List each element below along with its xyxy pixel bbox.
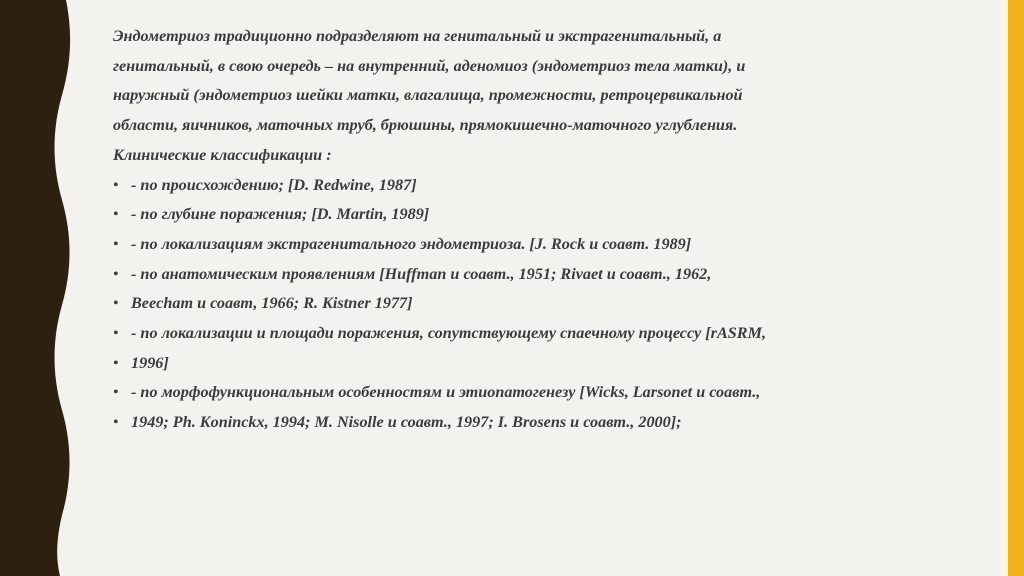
list-item-text: - по анатомическим проявлениям [Huffman и соавт., 1951; Rivaet и соавт., 1962, (131, 264, 712, 283)
list-item (113, 260, 973, 290)
list-item-text: - по локализации и площади поражения, сопутствующему спаечному процессу [rASRM, (131, 324, 767, 343)
list-item (113, 408, 973, 438)
list-item (113, 289, 973, 319)
bullet-icon: • (113, 353, 119, 372)
list-item-text: 1949; Ph. Koninckx, 1994; M. Nisolle и соавт., 1997; I. Brosens и соавт., 2000]; (131, 413, 682, 432)
intro-line: наружный (эндометриоз шейки матки, влагалища, промежности, ретроцервикальной (113, 86, 743, 105)
list-item-text: 1996] (131, 353, 169, 372)
list-item-text: Beecham и соавт, 1966; R. Kistner 1977] (131, 294, 413, 313)
right-accent-stripe-light (999, 0, 1008, 576)
bullet-icon: • (113, 294, 119, 313)
bullet-icon: • (113, 205, 119, 224)
list-item-text: - по локализациям экстрагенитального эндометриоза. [J. Rock и соавт. 1989] (131, 234, 692, 253)
list-item (113, 200, 973, 230)
list-item-text: - по глубине поражения; [D. Martin, 1989] (131, 205, 430, 224)
list-item (113, 349, 973, 379)
slide-content (113, 22, 973, 438)
intro-line: Эндометриоз традиционно подразделяют на генитальный и экстрагенитальный, а (113, 27, 722, 45)
list-item (113, 230, 973, 260)
list-item (113, 378, 973, 408)
intro-line: области, яичников, маточных труб, брюшины, прямокишечно-маточного углубления. (113, 116, 738, 135)
bullet-icon: • (113, 175, 119, 194)
list-item-text: - по морфофункциональным особенностям и этиопатогенезу [Wicks, Larsonet и соавт., (131, 383, 761, 402)
bullet-icon: • (113, 264, 119, 283)
intro-line: генитальный, в свою очередь – на внутренний, аденомиоз (эндометриоз тела матки), и (113, 56, 746, 75)
bullet-icon: • (113, 234, 119, 253)
bullet-icon: • (113, 413, 119, 432)
classification-list (113, 171, 973, 438)
list-item-text: - по происхождению; [D. Redwine, 1987] (131, 175, 417, 194)
classification-heading: Клинические классификации : (113, 145, 332, 164)
list-item (113, 171, 973, 201)
bullet-icon: • (113, 383, 119, 402)
list-item (113, 319, 973, 349)
bullet-icon: • (113, 324, 119, 343)
right-accent-stripe-gold (1008, 0, 1024, 576)
wavy-left-band (0, 0, 80, 576)
